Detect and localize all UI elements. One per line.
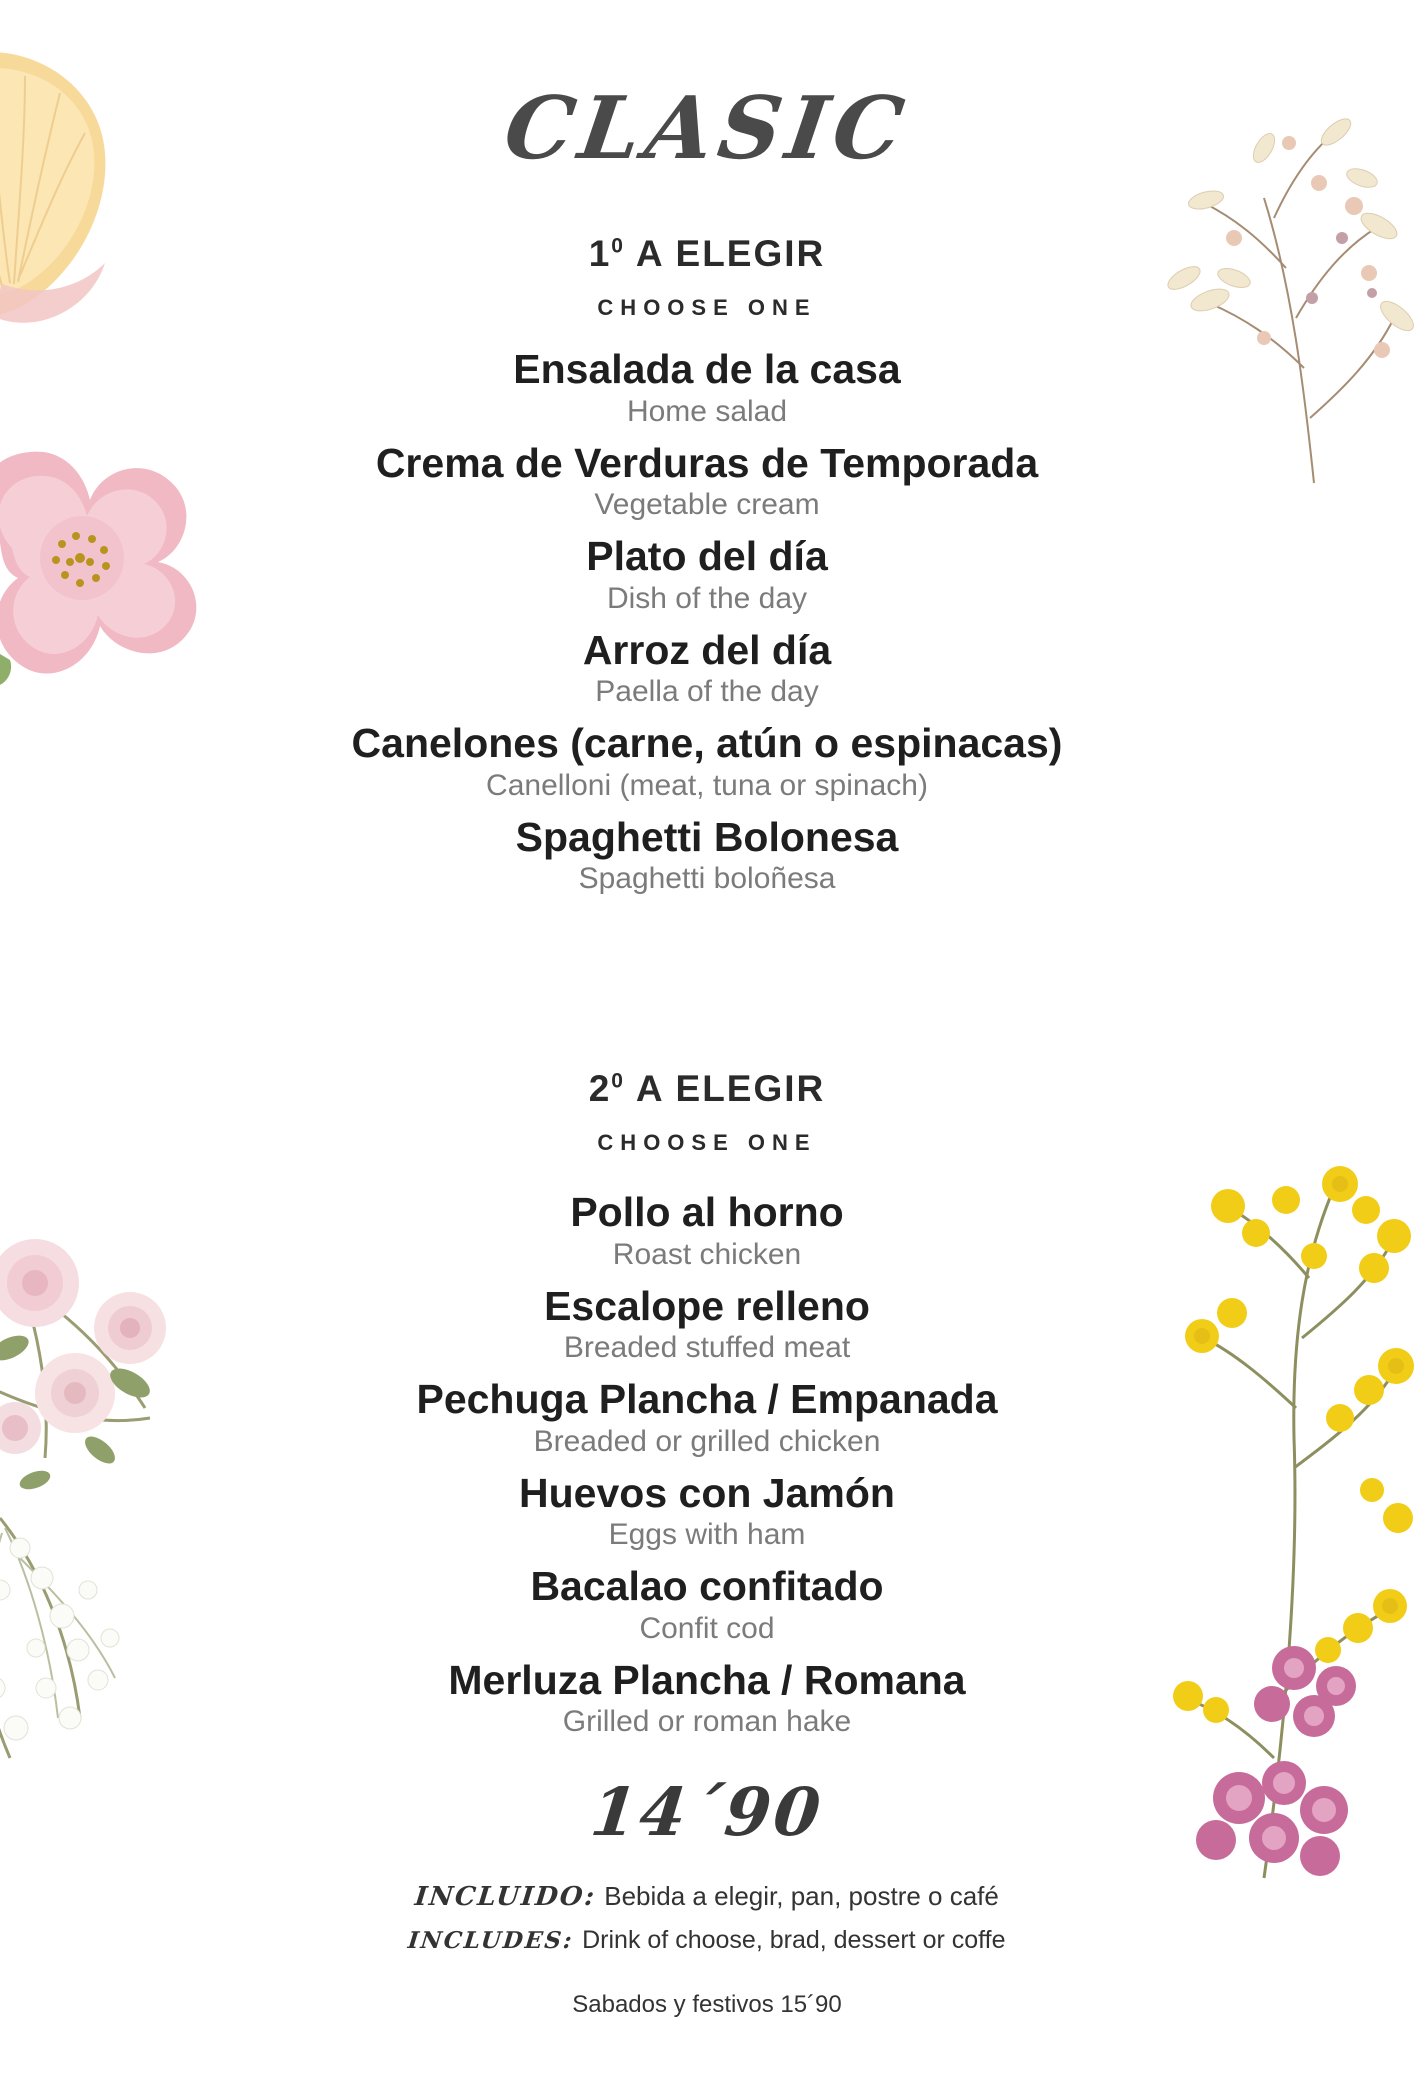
course-2-heading-rest: A ELEGIR [624,1068,826,1109]
dish-name: Spaghetti Bolonesa [515,813,899,860]
dish-name: Pollo al horno [570,1189,844,1235]
dish-name-en: Paella of the day [595,675,819,709]
course-2-items [0,1190,1414,1739]
course-1-heading-rest: A ELEGIR [624,233,826,274]
dish-name: Huevos con Jamón [519,1469,895,1516]
dish-name: Plato del día [586,533,828,579]
dish-name-en: Canelloni (meat, tuna or spinach) [486,768,928,802]
included-row [0,1881,1414,1912]
course-1-heading [0,233,1414,275]
dish-name-en: Breaded stuffed meat [563,1331,851,1365]
menu-title: CLASIC [498,78,916,179]
course-2-heading [0,1068,1414,1110]
dish-name-en: Spaghetti boloñesa [578,862,836,896]
dish-name-en: Breaded or grilled chicken [533,1424,881,1458]
course-1-subheading: CHOOSE ONE [597,295,817,320]
course-1-items [0,347,1414,896]
course-1-heading-sup: 0 [611,234,625,258]
course-separator [0,896,1414,1014]
menu-price: 14´90 [587,1773,827,1851]
dish-name: Crema de Verduras de Temporada [375,439,1039,486]
dish-name-en: Vegetable cream [594,488,820,522]
dish-name-en: Confit cod [639,1611,775,1645]
included-value: Bebida a elegir, pan, postre o café [604,1881,999,1911]
menu-page [0,78,1414,2078]
dish-name: Merluza Plancha / Romana [448,1656,966,1703]
dish-name-en: Dish of the day [606,581,808,615]
dish-name-en: Grilled or roman hake [562,1705,852,1739]
course-2-heading-sup: 0 [611,1069,625,1093]
dish-name-en: Eggs with ham [608,1518,806,1552]
course-1-heading-number: 1 [588,233,612,274]
course-2-subheading: CHOOSE ONE [597,1130,817,1155]
dish-name: Escalope relleno [544,1282,870,1329]
dish-name: Arroz del día [582,626,832,673]
included-label: INCLUIDO: [413,1882,598,1912]
dish-name-en: Roast chicken [612,1237,802,1271]
includes-value: Drink of choose, brad, dessert or coffe [582,1926,1006,1954]
course-2-heading-number: 2 [588,1068,612,1109]
dish-name: Ensalada de la casa [513,346,901,392]
includes-row [0,1926,1414,1955]
dish-name: Pechuga Plancha / Empanada [416,1376,998,1422]
dish-name-en: Home salad [626,394,788,428]
dish-name: Canelones (carne, atún o espinacas) [351,720,1063,766]
dish-name: Bacalao confitado [530,1563,884,1609]
weekend-price-note: Sabados y festivos 15´90 [572,1991,842,2018]
includes-label: INCLUDES: [407,1927,576,1954]
